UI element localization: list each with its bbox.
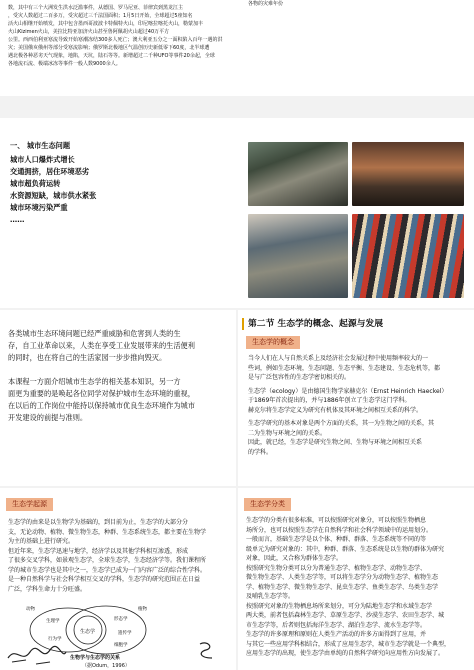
diagram-label: 遗传学 (118, 631, 132, 636)
text-line: 当今人们在人与自然关系上及经济社会发展过程中使用频率较大的一 (248, 355, 429, 362)
slide-ecology-origin (0, 488, 236, 670)
text-line: 两大类，前者包括森林生态学、草原生态学、沙漠生态学、农田生态学、城 (246, 612, 445, 619)
text-line: 的同时，也在将自己的生活家园一步步推向毁灭。 (8, 353, 167, 362)
right-title: 各物的灾难年份 (248, 1, 284, 7)
text-line: 广泛，学科生命力十分旺盛。 (8, 585, 87, 593)
disaster-text (8, 4, 244, 68)
list-item: 城市人口爆炸式增长 (10, 155, 75, 164)
text-line: 按照研究生物分类可以分为普通生态学、植物生态学、动物生态学、 (246, 564, 427, 572)
title-accent-bar (242, 318, 244, 330)
text-line: 但近年来，生态学迅速与地学，经济学以及其他学科相互渗透，形成 (8, 547, 189, 555)
handwriting-scribble (6, 642, 68, 666)
smog-city-photo (352, 142, 464, 206)
section-title: 第二节 生态学的概念、起源与发展 (248, 319, 384, 329)
concept-tag: 生态学的概念 (246, 336, 300, 349)
text-line: 学、植物生态学、微生物生态学、昆虫生态学、鱼类生态学、鸟类生态学 (246, 583, 439, 591)
traffic-jam-photo (352, 214, 464, 298)
origin-text (8, 518, 230, 594)
text-line: 赫克尔将生态学定义为研究有机体及其环境之间相互关系的科学。 (248, 406, 423, 414)
text-line: 级单元为研究对象的：其中，种群、群落、生态系统是以生物的群体为研究 (246, 545, 445, 553)
text-line: 是与广泛包容性的生态学密切相关的。 (248, 374, 351, 381)
text-line: 市生态学等，后者则包括海洋生态学、湖泊生态学、流水生态学等。 (246, 621, 427, 629)
slide-course-intro (0, 310, 236, 486)
text-line: 存，自工业革命以来，人类在享受工业发展带来的生活便利 (8, 341, 195, 350)
text-line: 些词，例如生态环境，生态问题、生态平衡、生态建设、生态危机等，都 (248, 364, 441, 372)
text-line: ，受灾人数超过二百多万，受灾超过三千法国面积；1月5日开始，全球超过5座知名 (8, 13, 193, 19)
diagram-caption-source: （据Odum，1996） (82, 663, 130, 669)
text-line: 火山Kizimen火山，美拉比特亚加济火山甚至鲁阿佩胡火山超过40万平方 (8, 29, 170, 35)
text-line: 了很多交叉学科，如景观生态学，全球生态学，生态经济学等。我们课程所 (8, 557, 207, 564)
classification-tag: 生态学分类 (244, 498, 291, 511)
text-line: 应用生态学的出现，使生态学由单纯的自然科学研究向应用性方向发展了。 (246, 650, 445, 657)
slide-ecology-concept (238, 310, 474, 486)
diagram-label: 细胞学 (114, 643, 128, 648)
slide-disasters (0, 0, 474, 96)
text-line: 生态学的许多原理和原则在人类生产活动的许多方面得到了应用，并 (246, 631, 427, 638)
text-line: 支，无论动物、植物、微生物生态，种群、生态系统生态，都主要在生物学 (8, 528, 207, 536)
diagram-label: 生理学 (46, 619, 60, 624)
text-line: 活火山相继开始喷发，其中包含墨西哥波波卡特佩特火山，印尼喀拉喀托火山，勒蒙加丰 (8, 21, 204, 27)
classification-text (246, 516, 470, 659)
section-heading: 一、 城市生态问题 (10, 141, 71, 150)
text-line: 二为生物与环境之间的关系。 (248, 429, 327, 437)
text-line: 生态学研究的基本对象是两个方面的关系，其一为生物之间的关系，其 (248, 420, 435, 427)
text-line: 学的城市生态学也是其中之一，生态学已成为一门内容广泛的综合性学科。 (8, 566, 207, 574)
text-line: 开发建设的前提与准则。 (8, 413, 88, 422)
text-line: 灾；美国俄亥俄州等部分受寒流影响；俄罗斯北极地区气温创历史新低零下60度，北半球遭 (8, 45, 210, 51)
intro-paragraph-1 (8, 328, 230, 364)
text-line: 生态学（ecology）是由德国生物学家赫克尔（Ernst Heinrich Haeckel） (248, 387, 448, 395)
text-line: 面更为重要的是唤起各位同学对保护城市生态环境的重视， (8, 389, 195, 398)
list-item: …… (10, 215, 25, 224)
text-line: 遇北极各种恶劣天气现象，地陷，天坑，陆石等等。新增超过二千种UFO等事件20余起，全球 (8, 53, 215, 59)
text-line: 按照研究对象的生物栖息场所来划分，可分为陆地生态学和水域生态学 (246, 602, 433, 610)
diagram-label: 动物 (26, 607, 35, 612)
list-item: 城市超负荷运转 (10, 179, 61, 188)
text-line: 生态学的分类有很多标准，可以按照研究对象分，可以按照生物栖息 (246, 517, 427, 524)
text-line: 生态学的由来是以生物学为基础的，到目前为止，生态学的大部分分 (8, 519, 189, 526)
text-line: 于1869年首次提出的，并与1886年创立了生态学这门学科。 (248, 397, 411, 404)
text-line: 对象，因此，又合称为群体生态学。 (246, 555, 343, 562)
text-line: 本课程一方面介绍城市生态学的相关基本知识，另一方 (8, 377, 181, 386)
text-line: 及哺乳生态学等。 (246, 593, 295, 600)
caption-text: 生物学与生态学的关系 (70, 655, 121, 661)
concept-text (248, 354, 468, 457)
diagram-caption (70, 654, 120, 662)
list-item: 交通拥挤，居住环境恶劣 (10, 167, 90, 176)
diagram-label: 形态学 (114, 617, 128, 622)
text-line: 的学科。 (248, 448, 273, 456)
text-line: 各类城市生态环境问题已经严重威胁和危害到人类的生 (8, 329, 181, 338)
text-line: 各地流石流、极端冰冻等事件一般人数9000余人。 (8, 61, 121, 67)
slide-ecology-classification (238, 488, 474, 670)
text-line: 微生物生态学、人类生态学等，可以将生态学分为动物生态学、植物生态 (246, 574, 439, 581)
problem-list (10, 154, 230, 226)
slide-urban-problems (0, 118, 474, 308)
text-line: 场所分，也可以按照生态学在自然科学和社会科学领域中的运用划分。 (246, 526, 433, 534)
polluted-water-photo (248, 142, 348, 206)
diagram-label: 生态学 (80, 629, 96, 635)
handwriting-scribble (196, 638, 220, 662)
list-item: 城市环境污染严重 (10, 203, 68, 212)
diagram-label: 行为学 (48, 637, 62, 642)
origin-tag: 生态学起源 (6, 498, 53, 511)
text-line: 为主的基础上进行研究。 (8, 538, 75, 545)
text-line: 数，其中有三个大洲发生洪水泛滥事件，从德国、罗马尼亚、菲律宾到黑龙江主 (8, 5, 184, 11)
text-line: 因此，就已经，生态学是研究生物之间、生物与环境之间相互关系 (248, 439, 423, 446)
list-item: 水资源短缺，城市供水紧张 (10, 191, 97, 200)
text-line: 在以后的工作岗位中能持以保持城市优良生态环境作为城市 (8, 401, 195, 410)
text-line: 一般而言，基础生态学是以个体、种群、群落、生态系统等不同的等 (246, 536, 427, 543)
intro-paragraph-2 (8, 376, 230, 424)
text-line: 是一种自然科学与社会科学相互交叉的学科，生态学的研究范围正在日益 (8, 576, 201, 583)
flood-photo (248, 214, 348, 298)
diagram-label: 植物 (138, 607, 147, 612)
text-line: 与其它一些应用学科相结合，形成了应用生态学，城市生态学就是一个典型， (246, 640, 451, 648)
text-line: 公里。西西伯利亚寒流导致开始寒潮冻结300多人死亡；澳大利亚五分之一面积陷入百年一遇的洪 (8, 37, 223, 43)
